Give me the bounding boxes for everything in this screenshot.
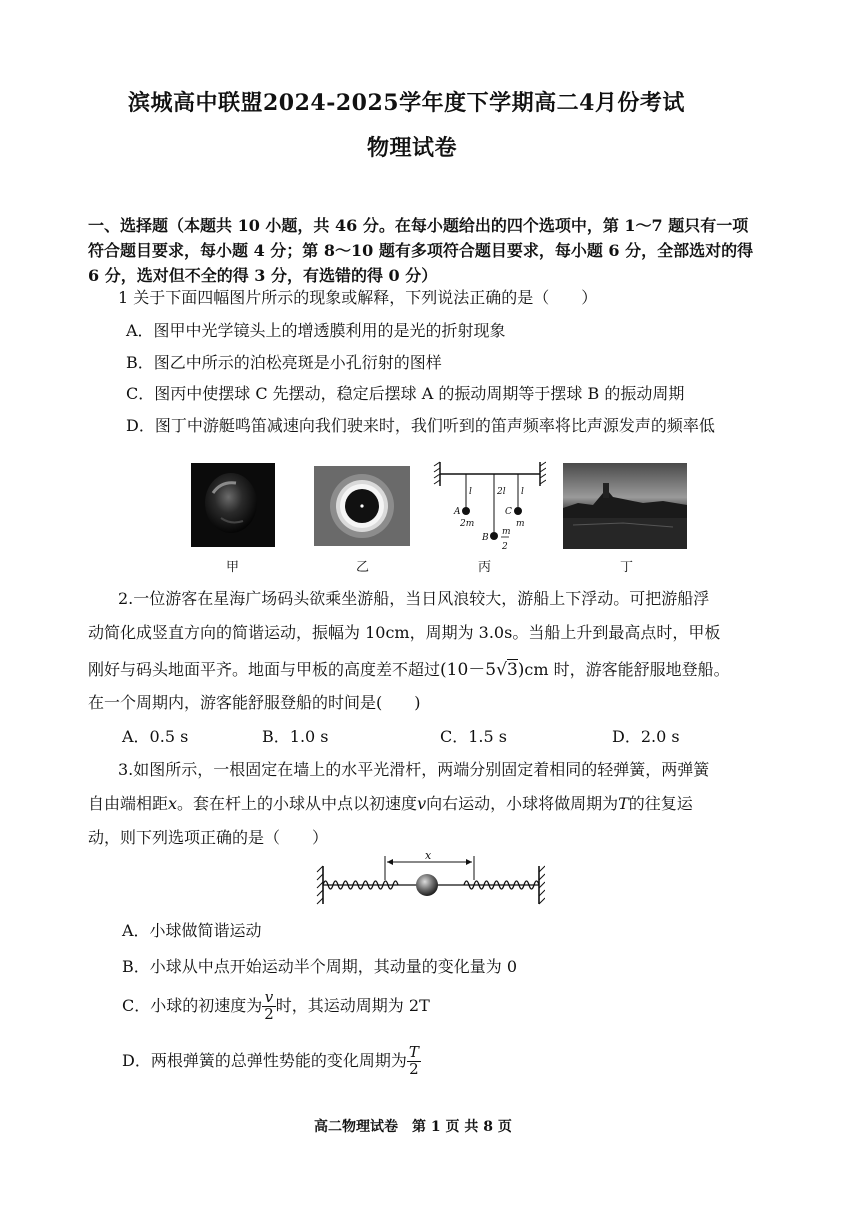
q3-var-t: T (618, 794, 629, 813)
q2-line4: 在一个周期内，游客能舒服登船的时间是( ) (88, 693, 421, 712)
q3-var-x: x (168, 794, 178, 813)
pendulum-ball-b: B (482, 533, 489, 543)
frac-den: 2 (409, 1059, 419, 1078)
q2-height-expression (440, 660, 524, 680)
q2-line1: 2.一位游客在星海广场码头欲乘坐游船，当日风浪较大，游船上下浮动。可把游船浮 (118, 589, 710, 608)
q1-stem: 1 关于下面四幅图片所示的现象或解释，下列说法正确的是（ ） (118, 288, 598, 307)
q3-var-v: v (417, 794, 427, 813)
pendulum-mass-b-den: 2 (502, 542, 508, 552)
exam-subtitle: 物理试卷 (367, 135, 458, 161)
pendulum-len-a: l (469, 487, 472, 497)
frac-num: T (408, 1043, 419, 1061)
q1-option-d: D．图丁中游艇鸣笛减速向我们驶来时，我们听到的笛声频率将比声源发声的频率低 (126, 416, 715, 435)
figure-label-bing: 丙 (478, 560, 492, 575)
figure-label-ding: 丁 (620, 560, 634, 575)
figure-spring-ball (315, 850, 545, 906)
q3-option-b: B．小球从中点开始运动半个周期，其动量的变化量为 0 (122, 957, 518, 976)
frac-num: v (262, 990, 276, 1007)
page-footer: 高二物理试卷 第 1 页 共 8 页 (314, 1119, 512, 1135)
pendulum-ball-c: C (505, 507, 512, 517)
q2-option-a: A．0.5 s (122, 727, 189, 746)
q1-option-c: C．图丙中使摆球 C 先摆动，稳定后摆球 A 的振动周期等于摆球 B 的振动周期 (126, 384, 685, 403)
q3-option-c-text-a: C．小球的初速度为 (122, 995, 263, 1015)
q3-line2-text-d: 的往复运 (628, 794, 693, 813)
q2-expr-pre: (10－5 (440, 660, 497, 680)
q3-option-d (122, 1045, 421, 1078)
q2-line3 (88, 655, 730, 680)
sqrt-symbol: √3 (496, 660, 518, 680)
pendulum-len-b: 2l (497, 487, 506, 497)
figure-bing-pendulums (432, 460, 546, 560)
fraction-v-over-2 (262, 990, 276, 1023)
q2-option-d: D．2.0 s (612, 727, 680, 746)
q3-line3: 动，则下列选项正确的是（ ） (88, 828, 329, 847)
pendulum-len-c: l (521, 487, 524, 497)
q3-option-c-text-b: 时，其运动周期为 2T (275, 995, 430, 1015)
figure-jia-photo (191, 463, 275, 547)
q2-option-b: B．1.0 s (262, 727, 329, 746)
q3-option-d-text: D．两根弹簧的总弹性势能的变化周期为 (122, 1050, 407, 1070)
pendulum-mass-a: 2m (460, 519, 475, 529)
q2-line3-text-a: 刚好与码头地面平齐。地面与甲板的高度差不超过 (88, 660, 441, 679)
figure-ding-photo (563, 463, 687, 549)
q1-option-a: A．图甲中光学镜头上的增透膜利用的是光的折射现象 (126, 321, 506, 340)
figure-label-jia: 甲 (226, 560, 240, 575)
q3-line2-text-b: 。套在杆上的小球从中点以初速度 (177, 794, 418, 813)
q2-line3-text-b: cm 时，游客能舒服地登船。 (524, 660, 730, 679)
spring-gap-label: x (425, 850, 432, 862)
frac-den: 2 (264, 1004, 274, 1023)
fraction-t-over-2 (407, 1045, 421, 1078)
q2-expr-root: 3 (506, 660, 518, 680)
q2-option-c: C．1.5 s (440, 727, 507, 746)
figure-label-yi: 乙 (356, 560, 370, 575)
q3-line2-text-c: 向右运动，小球将做周期为 (426, 794, 619, 813)
q3-line2 (88, 791, 693, 814)
q3-option-a: A．小球做简谐运动 (122, 921, 262, 940)
q3-line2-text-a: 自由端相距 (88, 794, 169, 813)
q3-option-c (122, 990, 430, 1023)
q3-line1: 3.如图所示，一根固定在墙上的水平光滑杆，两端分别固定着相同的轻弹簧，两弹簧 (118, 760, 710, 779)
q1-option-b: B．图乙中所示的泊松亮斑是小孔衍射的图样 (126, 353, 442, 372)
exam-title: 滨城高中联盟2024-2025学年度下学期高二4月份考试 (128, 90, 685, 116)
section-heading: 一、选择题（本题共 10 小题，共 46 分。在每小题给出的四个选项中，第 1～7 题只有一项符合题目要求，每小题 4 分；第 8～10 题有多项符合题目要求，每小题 6 分，全部选对的得 6 分，选对但不全的得 3 分，有选错的得 0 分） (88, 216, 754, 285)
ball (416, 874, 438, 896)
pendulum-ball-a: A (454, 507, 461, 517)
figure-yi-poisson-spot (314, 466, 410, 546)
q2-expr-post: ) (517, 660, 525, 680)
pendulum-mass-b-num: m (502, 527, 511, 537)
pendulum-mass-c: m (516, 519, 525, 529)
q2-line2: 动简化成竖直方向的简谐运动，振幅为 10cm，周期为 3.0s。当船上升到最高点时，甲板 (88, 623, 721, 642)
